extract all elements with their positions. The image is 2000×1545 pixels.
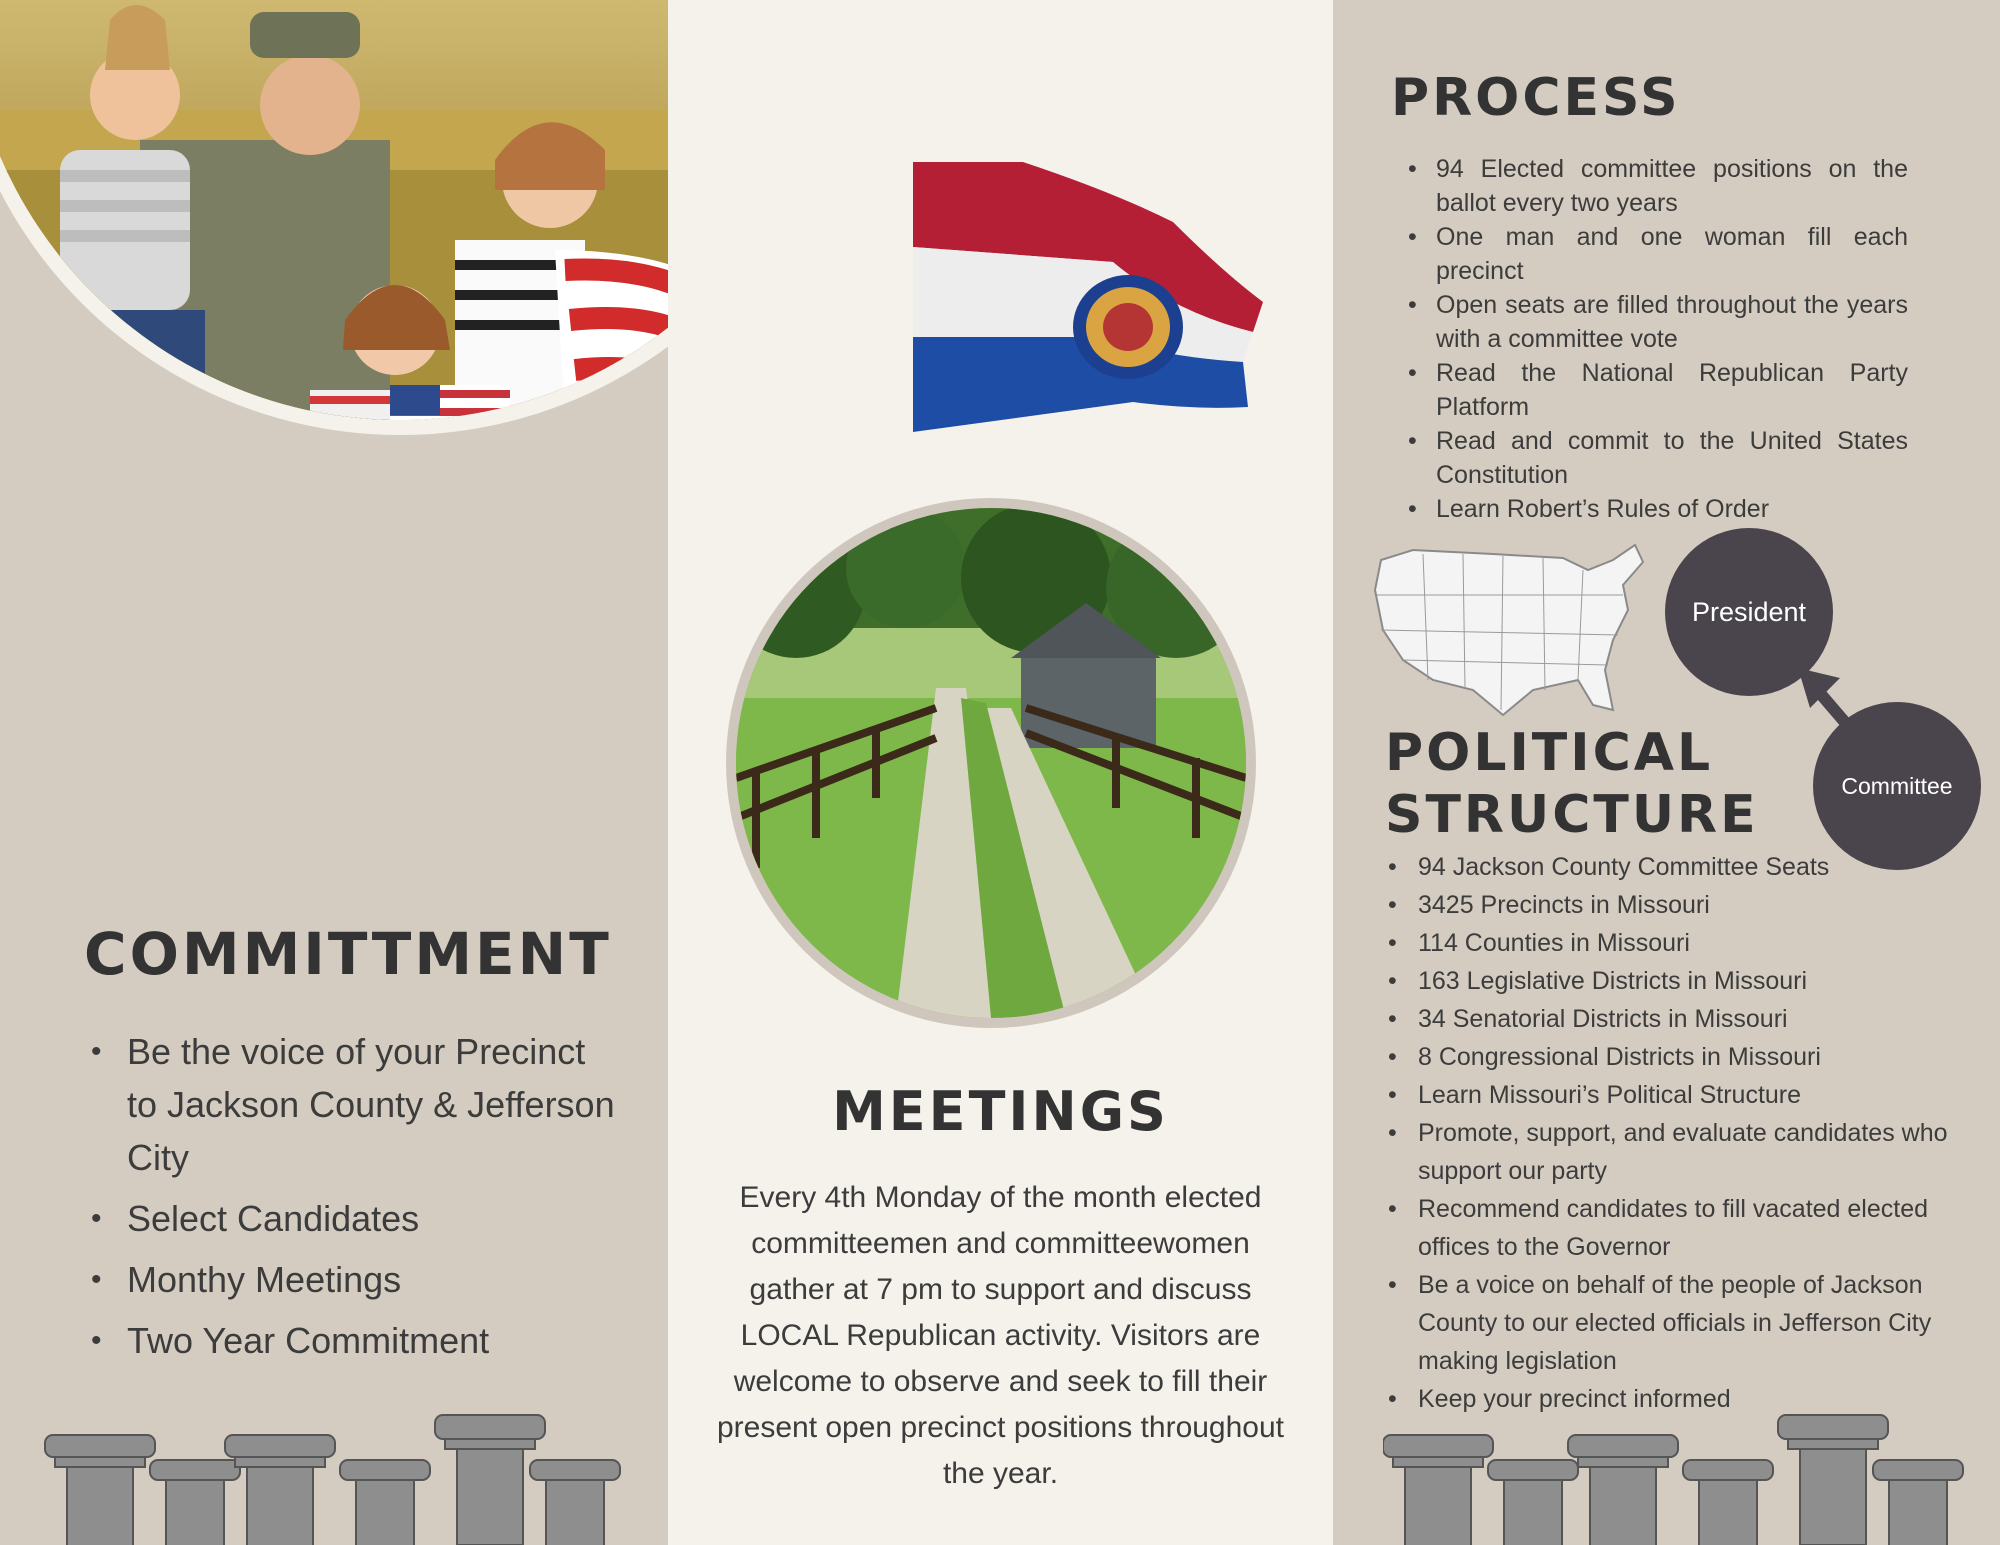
right-panel <box>1333 0 2000 1545</box>
list-item: • Keep your precinct informed <box>1385 1380 1985 1418</box>
list-item: • Recommend candidates to fill vacated elected offices to the Governor <box>1385 1190 1985 1266</box>
process-title: PROCESS <box>1391 68 1681 128</box>
title-line: STRUCTURE <box>1385 785 1759 845</box>
president-circle <box>1665 528 1833 696</box>
committee-label: Committee <box>1841 772 1953 799</box>
list-item: • Learn Missouri’s Political Structure <box>1385 1076 1985 1114</box>
list-item: • 94 Jackson County Committee Seats <box>1385 848 1985 886</box>
political-structure-title <box>1385 722 1759 846</box>
list-item: • 8 Congressional Districts in Missouri <box>1385 1038 1985 1076</box>
list-item: • Two Year Commitment <box>95 1314 615 1367</box>
family-photo <box>0 0 668 420</box>
list-item: • Read and commit to the United States Constitution <box>1408 424 1908 492</box>
committee-circle <box>1813 702 1981 870</box>
list-item: • Read the National Republican Party Platform <box>1408 356 1908 424</box>
list-item: • 114 Counties in Missouri <box>1385 924 1985 962</box>
list-item: • Learn Robert’s Rules of Order <box>1408 492 1908 526</box>
list-item: • Monthy Meetings <box>95 1253 615 1306</box>
list-item: • Promote, support, and evaluate candidates who support our party <box>1385 1114 1985 1190</box>
commitment-list <box>95 1025 615 1375</box>
meetings-title: MEETINGS <box>832 1080 1169 1143</box>
commitment-title: COMMITTMENT <box>84 920 612 988</box>
us-map-image <box>1373 540 1658 720</box>
list-item: • 163 Legislative Districts in Missouri <box>1385 962 1985 1000</box>
list-item: • 94 Elected committee positions on the ballot every two years <box>1408 152 1908 220</box>
list-item: • 3425 Precincts in Missouri <box>1385 886 1985 924</box>
political-structure-list <box>1385 848 1985 1418</box>
columns-decoration <box>35 1405 635 1545</box>
process-list <box>1408 152 1908 526</box>
columns-decoration <box>1383 1405 1983 1545</box>
list-item: • One man and one woman fill each precinct <box>1408 220 1908 288</box>
list-item: • Select Candidates <box>95 1192 615 1245</box>
list-item: • 34 Senatorial Districts in Missouri <box>1385 1000 1985 1038</box>
missouri-flag-image <box>913 162 1263 432</box>
list-item: • Be a voice on behalf of the people of Jackson County to our elected officials in Jefferson City making legislation <box>1385 1266 1985 1380</box>
list-item: • Be the voice of your Precinct to Jackson County & Jefferson City <box>95 1025 615 1184</box>
left-panel <box>0 0 668 1545</box>
middle-panel <box>668 0 1333 1545</box>
farm-lane-photo <box>736 508 1246 1018</box>
title-line: POLITICAL <box>1385 723 1714 783</box>
list-item: • Open seats are filled throughout the years with a committee vote <box>1408 288 1908 356</box>
meetings-description: Every 4th Monday of the month elected committeemen and committeewomen gather at 7 pm to support and discuss LOCAL Republican activity. Visitors are welcome to observe and seek to fill their present open precinct positions throughout the year. <box>716 1181 1285 1490</box>
president-label: President <box>1691 596 1807 627</box>
